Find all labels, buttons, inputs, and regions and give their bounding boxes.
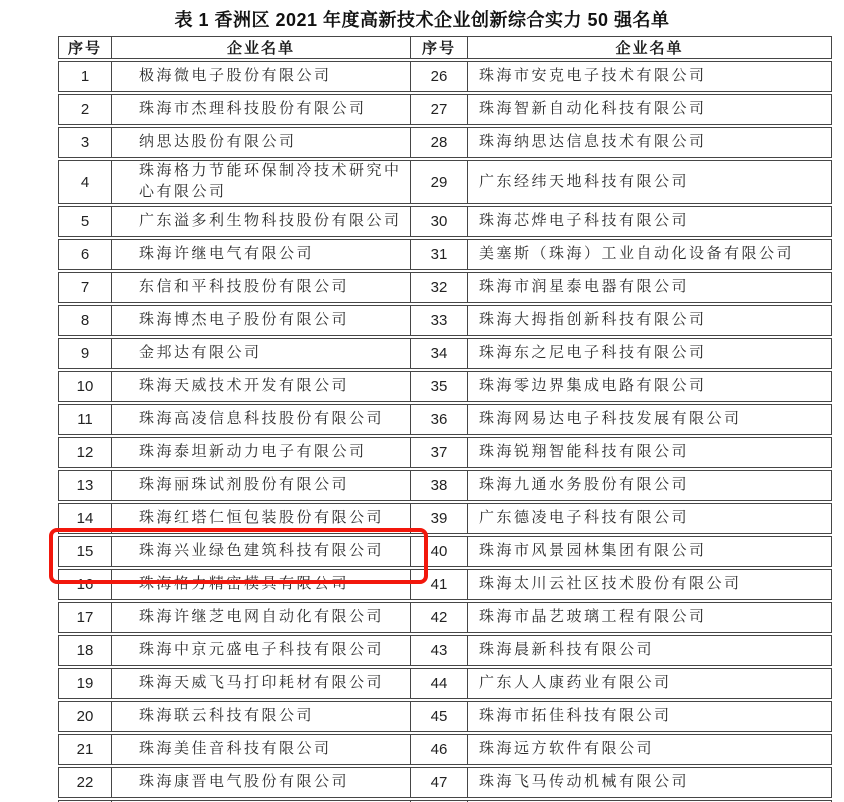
company-cell-left: 纳思达股份有限公司	[111, 127, 410, 158]
rank-cell-left: 21	[58, 734, 111, 765]
company-cell-left: 珠海博杰电子股份有限公司	[111, 305, 410, 336]
table-row	[58, 503, 832, 534]
table-row	[58, 160, 832, 204]
company-cell-left: 珠海美佳音科技有限公司	[111, 734, 410, 765]
rank-cell-left: 15	[58, 536, 111, 567]
company-cell-left: 珠海泰坦新动力电子有限公司	[111, 437, 410, 468]
table-row	[58, 94, 832, 125]
rank-cell-left: 11	[58, 404, 111, 435]
rank-cell-right: 29	[410, 160, 467, 204]
table-row	[58, 127, 832, 158]
rank-cell-right: 47	[410, 767, 467, 798]
company-cell-right: 珠海东之尼电子科技有限公司	[467, 338, 832, 369]
table-title: 表 1 香洲区 2021 年度高新技术企业创新综合实力 50 强名单	[174, 10, 670, 30]
rank-cell-right: 42	[410, 602, 467, 633]
company-cell-left: 珠海许继电气有限公司	[111, 239, 410, 270]
rank-cell-right: 46	[410, 734, 467, 765]
rank-cell-right: 39	[410, 503, 467, 534]
company-cell-right: 广东经纬天地科技有限公司	[467, 160, 832, 204]
header-row	[58, 36, 832, 59]
company-cell-right: 珠海零边界集成电路有限公司	[467, 371, 832, 402]
rank-cell-left: 4	[58, 160, 111, 204]
table-row	[58, 61, 832, 92]
rank-cell-left: 9	[58, 338, 111, 369]
company-cell-left: 东信和平科技股份有限公司	[111, 272, 410, 303]
company-cell-right: 广东人人康药业有限公司	[467, 668, 832, 699]
rank-cell-left: 22	[58, 767, 111, 798]
rank-cell-right: 33	[410, 305, 467, 336]
rank-cell-left: 20	[58, 701, 111, 732]
rank-cell-right: 30	[410, 206, 467, 237]
company-cell-right: 珠海市润星泰电器有限公司	[467, 272, 832, 303]
rank-cell-left: 12	[58, 437, 111, 468]
company-cell-left: 珠海天威技术开发有限公司	[111, 371, 410, 402]
rank-cell-right: 43	[410, 635, 467, 666]
rank-cell-right: 32	[410, 272, 467, 303]
rank-cell-left: 13	[58, 470, 111, 501]
rank-cell-left: 16	[58, 569, 111, 600]
table-row	[58, 437, 832, 468]
rank-cell-right: 41	[410, 569, 467, 600]
header-name-left: 企业名单	[111, 36, 410, 59]
company-cell-left: 金邦达有限公司	[111, 338, 410, 369]
company-cell-right: 珠海市风景园林集团有限公司	[467, 536, 832, 567]
table-row	[58, 371, 832, 402]
rank-cell-right: 28	[410, 127, 467, 158]
rank-cell-left: 3	[58, 127, 111, 158]
company-cell-right: 珠海网易达电子科技发展有限公司	[467, 404, 832, 435]
company-cell-left: 珠海格力节能环保制冷技术研究中心有限公司	[111, 160, 410, 204]
company-cell-right: 珠海锐翔智能科技有限公司	[467, 437, 832, 468]
company-cell-right: 珠海市拓佳科技有限公司	[467, 701, 832, 732]
table-row	[58, 635, 832, 666]
company-cell-left: 珠海红塔仁恒包装股份有限公司	[111, 503, 410, 534]
table-row	[58, 404, 832, 435]
table-row	[58, 668, 832, 699]
rank-cell-left: 18	[58, 635, 111, 666]
table-row	[58, 338, 832, 369]
company-cell-left: 珠海中京元盛电子科技有限公司	[111, 635, 410, 666]
rank-cell-right: 34	[410, 338, 467, 369]
rank-cell-right: 44	[410, 668, 467, 699]
company-cell-right: 珠海九通水务股份有限公司	[467, 470, 832, 501]
table-row	[58, 239, 832, 270]
company-cell-right: 珠海市晶艺玻璃工程有限公司	[467, 602, 832, 633]
company-cell-left: 珠海许继芝电网自动化有限公司	[111, 602, 410, 633]
company-cell-right: 珠海市安克电子技术有限公司	[467, 61, 832, 92]
table-row	[58, 470, 832, 501]
company-cell-right: 珠海芯烨电子科技有限公司	[467, 206, 832, 237]
table-row-highlighted	[58, 536, 832, 567]
company-cell-left: 珠海联云科技有限公司	[111, 701, 410, 732]
company-cell-right: 珠海远方软件有限公司	[467, 734, 832, 765]
company-cell-right: 珠海飞马传动机械有限公司	[467, 767, 832, 798]
top50-table	[58, 34, 832, 802]
rank-cell-right: 31	[410, 239, 467, 270]
table-header	[58, 36, 832, 59]
table-row	[58, 206, 832, 237]
company-cell-left: 极海微电子股份有限公司	[111, 61, 410, 92]
rank-cell-right: 36	[410, 404, 467, 435]
company-cell-right: 珠海晨新科技有限公司	[467, 635, 832, 666]
company-cell-right: 珠海智新自动化科技有限公司	[467, 94, 832, 125]
header-name-right: 企业名单	[467, 36, 832, 59]
rank-cell-left: 19	[58, 668, 111, 699]
rank-cell-left: 10	[58, 371, 111, 402]
company-cell-right: 珠海大拇指创新科技有限公司	[467, 305, 832, 336]
rank-cell-left: 5	[58, 206, 111, 237]
company-cell-right: 美塞斯（珠海）工业自动化设备有限公司	[467, 239, 832, 270]
company-cell-left: 珠海丽珠试剂股份有限公司	[111, 470, 410, 501]
rank-cell-left: 1	[58, 61, 111, 92]
rank-cell-left: 7	[58, 272, 111, 303]
table-body	[58, 61, 832, 802]
table-row	[58, 701, 832, 732]
rank-cell-right: 37	[410, 437, 467, 468]
table-row	[58, 305, 832, 336]
company-cell-left: 珠海天威飞马打印耗材有限公司	[111, 668, 410, 699]
company-cell-left: 珠海康晋电气股份有限公司	[111, 767, 410, 798]
company-cell-left: 珠海高凌信息科技股份有限公司	[111, 404, 410, 435]
rank-cell-right: 35	[410, 371, 467, 402]
rank-cell-left: 8	[58, 305, 111, 336]
table-row	[58, 272, 832, 303]
company-cell-right: 珠海太川云社区技术股份有限公司	[467, 569, 832, 600]
rank-cell-right: 38	[410, 470, 467, 501]
rank-cell-left: 14	[58, 503, 111, 534]
rank-cell-left: 2	[58, 94, 111, 125]
table-row	[58, 767, 832, 798]
header-rank-right: 序号	[410, 36, 467, 59]
rank-cell-right: 45	[410, 701, 467, 732]
company-cell-left: 珠海市杰理科技股份有限公司	[111, 94, 410, 125]
company-cell-left: 珠海兴业绿色建筑科技有限公司	[111, 536, 410, 567]
company-cell-right: 珠海纳思达信息技术有限公司	[467, 127, 832, 158]
rank-cell-left: 6	[58, 239, 111, 270]
rank-cell-right: 27	[410, 94, 467, 125]
company-cell-left: 珠海格力精密模具有限公司	[111, 569, 410, 600]
company-cell-left: 广东溢多利生物科技股份有限公司	[111, 206, 410, 237]
table-row	[58, 569, 832, 600]
table-row	[58, 734, 832, 765]
header-rank-left: 序号	[58, 36, 111, 59]
table-row	[58, 602, 832, 633]
rank-cell-right: 26	[410, 61, 467, 92]
rank-cell-left: 17	[58, 602, 111, 633]
rank-cell-right: 40	[410, 536, 467, 567]
company-cell-right: 广东德凌电子科技有限公司	[467, 503, 832, 534]
